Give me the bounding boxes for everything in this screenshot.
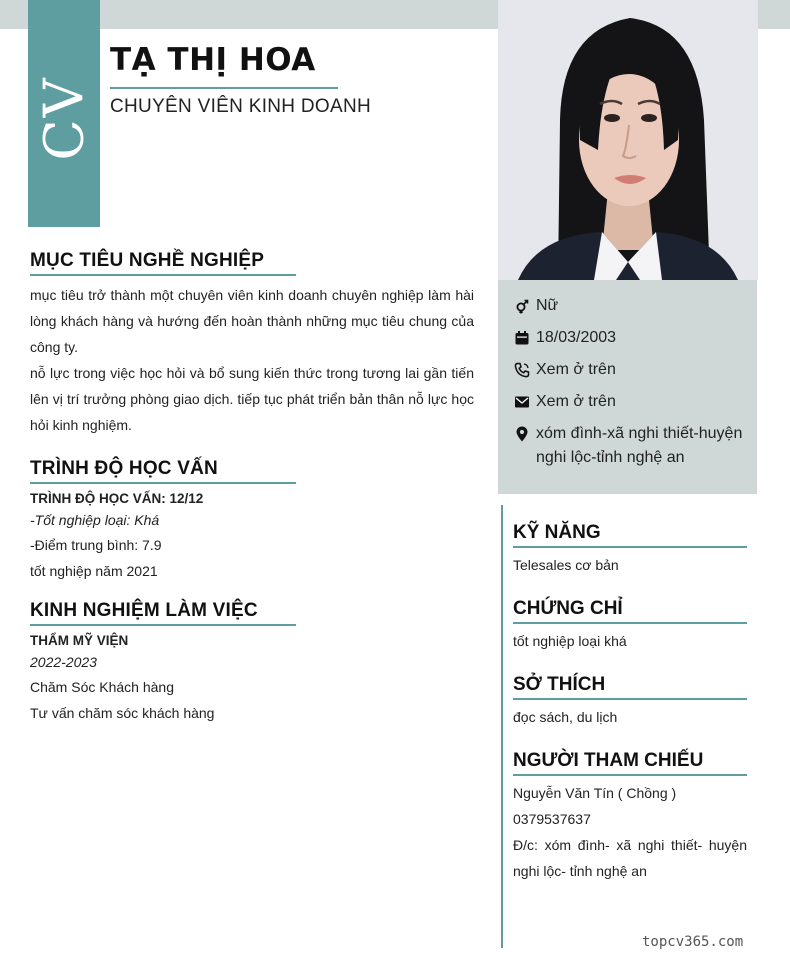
- candidate-name: TẠ THỊ HOA: [110, 42, 316, 78]
- education-title: TRÌNH ĐỘ HỌC VẤN: [30, 458, 296, 484]
- skills-text: Telesales cơ bản: [513, 557, 619, 573]
- skills-title: KỸ NĂNG: [513, 522, 747, 548]
- certificates-text: tốt nghiệp loại khá: [513, 633, 627, 649]
- education-year: tốt nghiệp năm 2021: [30, 563, 158, 579]
- cv-badge: [28, 0, 100, 227]
- reference-name: Nguyễn Văn Tín ( Chồng ): [513, 785, 677, 801]
- education-grade: -Tốt nghiệp loại: Khá: [30, 512, 160, 528]
- candidate-position: CHUYÊN VIÊN KINH DOANH: [110, 96, 372, 117]
- email-value: Xem ở trên: [536, 393, 616, 410]
- reference-phone: 0379537637: [513, 811, 591, 827]
- experience-company: THẨM MỸ VIỆN: [30, 633, 129, 648]
- objective-paragraph-2: nỗ lực trong việc học hỏi và bổ sung kiến thức trong tương lai gần tiến lên vị trí trưởng phòng giao dịch. tiếp tục phát triển bản thân nỗ lực học hỏi kinh nghiệm.: [30, 365, 474, 433]
- experience-title: KINH NGHIỆM LÀM VIỆC: [30, 600, 296, 626]
- portrait-illustration: [498, 0, 758, 280]
- gender-value: Nữ: [536, 297, 559, 314]
- experience-period: 2022-2023: [30, 654, 97, 670]
- calendar-icon: [514, 326, 536, 350]
- contact-email: [514, 390, 743, 414]
- hobbies-text: đọc sách, du lịch: [513, 709, 618, 725]
- left-column: [30, 250, 474, 726]
- contact-phone: [514, 358, 743, 382]
- right-column: [513, 522, 747, 884]
- name-divider: [110, 87, 338, 89]
- contact-address: [514, 422, 743, 470]
- mail-icon: [514, 390, 536, 414]
- experience-role: Chăm Sóc Khách hàng: [30, 679, 174, 695]
- education-school: TRÌNH ĐỘ HỌC VẤN: 12/12: [30, 491, 204, 506]
- education-gpa: -Điểm trung bình: 7.9: [30, 537, 162, 553]
- contact-birthday: [514, 326, 743, 350]
- contact-gender: [514, 294, 743, 318]
- right-column-divider: [501, 505, 503, 948]
- address-value: xóm đình-xã nghi thiết-huyện nghi lộc-tỉnh nghệ an: [536, 425, 743, 466]
- reference-address: Đ/c: xóm đình- xã nghi thiết- huyện nghi lộc- tỉnh nghệ an: [513, 837, 747, 879]
- phone-icon: [514, 358, 536, 382]
- gender-icon: [514, 294, 536, 318]
- birthday-value: 18/03/2003: [536, 329, 617, 346]
- watermark: topcv365.com: [642, 934, 744, 950]
- profile-photo: [498, 0, 758, 280]
- objective-title: MỤC TIÊU NGHỀ NGHIỆP: [30, 250, 296, 276]
- location-pin-icon: [514, 422, 536, 446]
- phone-value: Xem ở trên: [536, 361, 616, 378]
- hobbies-title: SỞ THÍCH: [513, 674, 747, 700]
- contact-panel: [498, 280, 757, 494]
- reference-title: NGƯỜI THAM CHIẾU: [513, 750, 747, 776]
- objective-paragraph-1: mục tiêu trở thành một chuyên viên kinh doanh chuyên nghiệp làm hài lòng khách hàng và hướng đến hoàn thành những mục tiêu chung của công ty.: [30, 287, 474, 355]
- certificates-title: CHỨNG CHỈ: [513, 598, 747, 624]
- experience-description: Tư vấn chăm sóc khách hàng: [30, 705, 215, 721]
- cv-mark: CV: [32, 76, 96, 161]
